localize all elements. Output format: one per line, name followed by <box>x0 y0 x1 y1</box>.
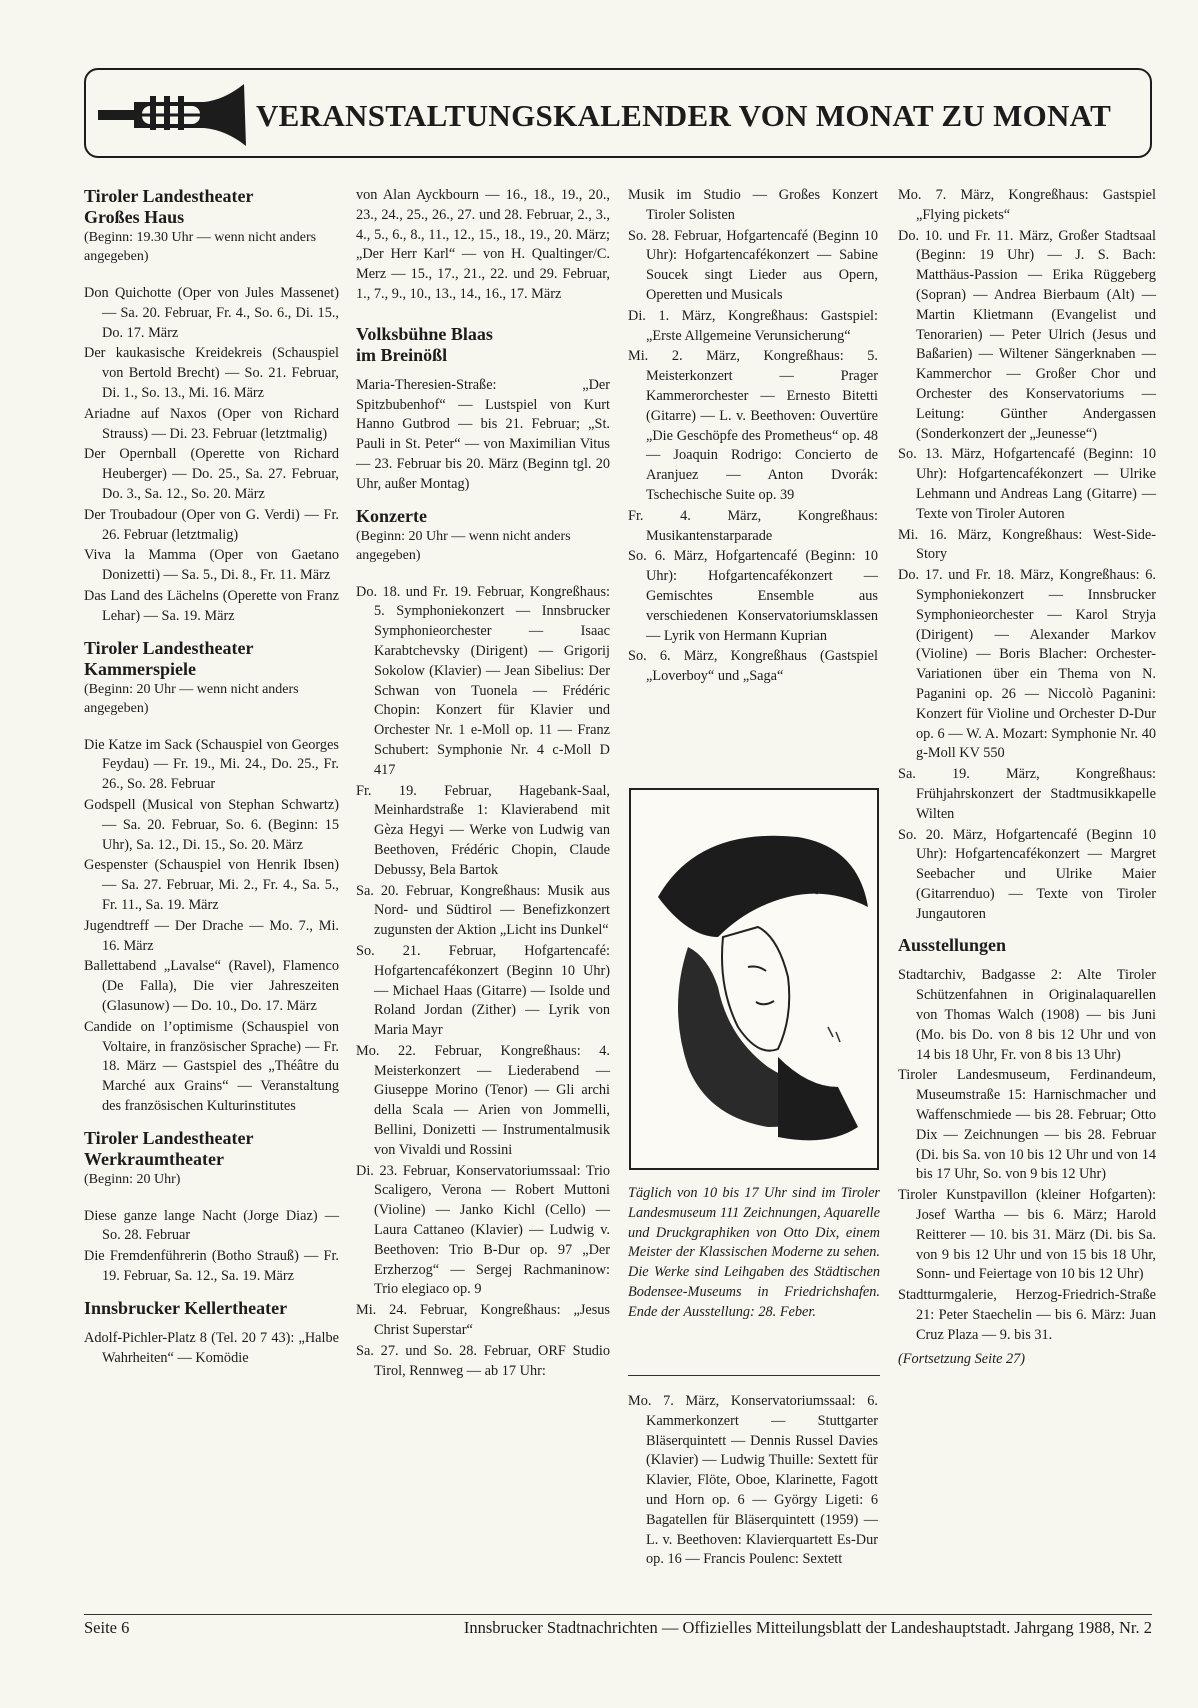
section-title: Großes Haus <box>84 207 185 227</box>
section-note: (Beginn: 20 Uhr — wenn nicht anders angegeben) <box>356 528 571 563</box>
list-item: Der Opernball (Operette von Richard Heuberger) — Do. 25., Sa. 27. Februar, Do. 3., Sa. 12., So. 20. März <box>84 446 339 502</box>
section-title: Kammerspiele <box>84 658 196 679</box>
list-item: Mo. 7. März, Konservatoriumssaal: 6. Kammerkonzert — Stuttgarter Bläserquintett — Dennis Russel Davies (Klavier) — Ludwig Thuille: Sextett für Klavier, Flöte, Oboe, Klarinette, Fagott und Horn op. 6 — György Ligeti: 6 Bagatellen für Bläserquintett (1959) — L. v. Beethoven: Klavierquartett Es-Dur op. 16 — Francis Poulenc: Sextett <box>628 1393 878 1568</box>
list-item: Di. 1. März, Kongreßhaus: Gastspiel: „Erste Allgemeine Verunsicherung“ <box>628 307 878 344</box>
section-title: Innsbrucker Kellertheater <box>84 1297 288 1318</box>
list-item: Ariadne auf Naxos (Oper von Richard Strauss) — Di. 23. Februar (letztmalig) <box>84 405 339 442</box>
list-item: Mi. 24. Februar, Kongreßhaus: „Jesus Christ Superstar“ <box>356 1302 610 1339</box>
list-item: So. 21. Februar, Hofgartencafé: Hofgartencafékonzert (Beginn 10 Uhr) — Michael Haas (Gitarre) — Isolde und Roland Jordan (Zither) — Lyrik von Maria Mayr <box>356 942 610 1039</box>
divider <box>628 1375 880 1376</box>
list-item: Fr. 19. Februar, Hagebank-Saal, Meinhardstraße 1: Klavierabend mit Gèza Hegyi — Werke von Ludwig van Beethoven, Frédéric Chopin, Claude Debussy, Bela Bartok <box>356 782 610 878</box>
list-item: Die Katze im Sack (Schauspiel von Georges Feydau) — Fr. 19., Mi. 24., Do. 25., Fr. 26., So. 28. Februar <box>84 736 339 793</box>
list-item: Adolf-Pichler-Platz 8 (Tel. 20 7 43): „Halbe Wahrheiten“ — Komödie <box>84 1329 339 1366</box>
section-note: (Beginn: 20 Uhr) <box>84 1171 181 1187</box>
header-banner <box>84 68 1152 158</box>
list-item: Sa. 19. März, Kongreßhaus: Frühjahrskonzert der Stadtmusikkapelle Wilten <box>898 766 1156 822</box>
list-item: Di. 23. Februar, Konservatoriumssaal: Trio Scaligero, Verona — Robert Muttoni (Violine) — Janko Kichl (Cello) — Laura Cattaneo (Klavier) — Ludwig v. Beethoven: Trio B-Dur op. 97 „Der Erzherzog“ — Sergej Rachmaninow: Trio elegiaco op. 9 <box>356 1162 610 1298</box>
footer-divider <box>84 1614 1152 1615</box>
list-item: Maria-Theresien-Straße: „Der Spitzbubenhof“ — Lustspiel von Kurt Hanno Gutbrod — bis 21. Februar; „St. Pauli in St. Peter“ — von Maximilian Vitus — 23. Februar bis 20. März (Beginn tgl. 20 Uhr, außer Montag) <box>356 376 610 492</box>
list-item: Do. 18. und Fr. 19. Februar, Kongreßhaus: 5. Symphoniekonzert — Innsbrucker Symphonieorchester — Isaac Karabtchevsky (Dirigent) — Grigorij Sokolow (Klavier) — Jean Sibelius: Der Schwan von Tuonela — Frédéric Chopin: Konzert für Klavier und Orchester Nr. 1 e-Moll op. 11 — Franz Schubert: Symphonie Nr. 4 c-Moll D 417 <box>356 583 610 778</box>
page-number: Seite 6 <box>84 1618 130 1637</box>
column-3-bottom <box>628 1392 878 1571</box>
section-title: im Breinößl <box>356 344 448 365</box>
column-1 <box>84 186 339 1369</box>
section-title: Tiroler Landestheater <box>84 637 254 658</box>
list-item: Sa. 27. und So. 28. Februar, ORF Studio Tirol, Rennweg — ab 17 Uhr: <box>356 1342 610 1379</box>
caption-block <box>628 1184 880 1323</box>
trumpet-icon <box>94 80 254 150</box>
list-item: Jugendtreff — Der Drache — Mo. 7., Mi. 16. März <box>84 917 339 954</box>
section-title: Konzerte <box>356 505 427 526</box>
list-item: Mi. 2. März, Kongreßhaus: 5. Meisterkonzert — Prager Kammerorchester — Ernesto Bitetti (Gitarre) — L. v. Beethoven: Ouvertüre „Die Geschöpfe des Prometheus“ op. 48 — Joaquin Rodrigo: Concierto de Aranjuez — Anton Dvorák: Tschechische Suite op. 39 <box>628 348 878 503</box>
section-title: Volksbühne Blaas <box>356 323 493 344</box>
list-item: Godspell (Musical von Stephan Schwartz) — Sa. 20. Februar, So. 6. (Beginn: 15 Uhr), Sa. 12., Di. 15., So. 20. März <box>84 796 339 853</box>
list-item: Die Fremdenführerin (Botho Strauß) — Fr. 19. Februar, Sa. 12., Sa. 19. März <box>84 1248 339 1285</box>
list-item: Der kaukasische Kreidekreis (Schauspiel von Bertold Brecht) — So. 21. Februar, Di. 1., So. 13., Mi. 16. März <box>84 345 339 401</box>
list-item: So. 28. Februar, Hofgartencafé (Beginn 10 Uhr): Hofgartencafékonzert — Sabine Soucek singt Lieder aus Opern, Operetten und Musicals <box>628 227 878 303</box>
list-item: Tiroler Landesmuseum, Ferdinandeum, Museumstraße 15: Harnischmacher und Waffenschmiede — bis 28. Februar; Otto Dix — Zeichnungen — bis 28. Februar (Di. bis Sa. von 10 bis 12 Uhr und von 14 bis 17 Uhr, So. von 9 bis 12 Uhr) <box>898 1067 1156 1183</box>
list-item: Do. 17. und Fr. 18. März, Kongreßhaus: 6. Symphoniekonzert — Innsbrucker Symphonieorchester — Karol Stryja (Dirigent) — Alexander Markov (Violine) — Boris Blacher: Orchester-Variationen über ein Thema von N. Paganini op. 26 — Niccolò Paganini: Konzert für Violine und Orchester D-Dur op. 6 — W. A. Mozart: Symphonie Nr. 40 g-Moll KV 550 <box>898 567 1156 762</box>
section-title: Werkraumtheater <box>84 1148 224 1169</box>
list-item: Mi. 16. März, Kongreßhaus: West-Side-Story <box>898 526 1156 563</box>
list-item: Ballettabend „Lavalse“ (Ravel), Flamenco (De Falla), Die vier Jahreszeiten (Glasunow) — Do. 10., Do. 17. März <box>84 958 339 1014</box>
list-item: Fr. 4. März, Kongreßhaus: Musikantenstarparade <box>628 507 878 544</box>
list-item: Mo. 22. Februar, Kongreßhaus: 4. Meisterkonzert — Liederabend — Giuseppe Morino (Tenor) — Gli archi della Scala — Arien von Jommelli, Bellini, Donizetti — Instrumentalmusik von Vivaldi und Rossini <box>356 1042 610 1158</box>
section-title: Tiroler Landestheater <box>84 1127 254 1148</box>
list-item: Do. 10. und Fr. 11. März, Großer Stadtsaal (Beginn: 19 Uhr) — J. S. Bach: Matthäus-Passion — Erika Rüggeberg (Sopran) — Andrea Bierbaum (Alt) — Martin Klietmann (Evangelist und Tenorarien) — Peter Ulrich (Jesus und Baßarien) — Wiltener Sängerknaben — Kammerchor — Großer Chor und Orchester des Konservatoriums — Leitung: Günther Andergassen (Sonderkonzert der „Jeunesse“) <box>898 227 1156 442</box>
section-title: Ausstellungen <box>898 935 1007 956</box>
list-item: Diese ganze lange Nacht (Jorge Diaz) — So. 28. Februar <box>84 1207 339 1244</box>
column-4 <box>898 186 1156 1369</box>
list-item: Musik im Studio — Großes Konzert Tiroler Solisten <box>628 187 878 223</box>
list-item: So. 20. März, Hofgartencafé (Beginn 10 Uhr): Hofgartencafékonzert — Margret Seebacher und Ulrike Maier (Gitarrenduo) — Texte von Tiroler Jungautoren <box>898 826 1156 922</box>
list-item: Das Land des Lächelns (Operette von Franz Lehar) — Sa. 19. März <box>84 587 339 624</box>
list-item: So. 6. März, Hofgartencafé (Beginn: 10 Uhr): Hofgartencafékonzert — Gemischtes Ensemble aus verschiedenen Konservatoriumsklassen — Lyrik von Hermann Kuprian <box>628 548 878 644</box>
list-item: So. 13. März, Hofgartencafé (Beginn: 10 Uhr): Hofgartencafékonzert — Ulrike Lehmann und Andreas Lang (Gitarre) — Texte von Tiroler Autoren <box>898 446 1156 522</box>
page-title: VERANSTALTUNGSKALENDER VON MONAT ZU MONAT <box>256 98 1112 133</box>
list-item: Tiroler Kunstpavillon (kleiner Hofgarten): Josef Wartha — bis 6. März; Harold Reitterer — 10. bis 31. März (Di. bis Sa. von 9 bis 12 Uhr und von 15 bis 18 Uhr, Sonn- und Feiertage von 10 bis 12 Uhr) <box>898 1187 1156 1283</box>
list-item: So. 6. März, Kongreßhaus (Gastspiel „Loverboy“ und „Saga“ <box>628 648 878 685</box>
list-item: Mo. 7. März, Kongreßhaus: Gastspiel „Flying pickets“ <box>898 187 1156 223</box>
portrait-illustration <box>628 787 880 1171</box>
list-item: Stadtarchiv, Badgasse 2: Alte Tiroler Schützenfahnen in Originalaquarellen von Thomas Walch (1908) — bis Juni (Mo. bis Do. von 8 bis 12 Uhr und von 14 bis 18 Uhr, Fr. von 8 bis 13 Uhr) <box>898 967 1156 1063</box>
list-item: Viva la Mamma (Oper von Gaetano Donizetti) — Sa. 5., Di. 8., Fr. 11. März <box>84 547 339 584</box>
list-item: Sa. 20. Februar, Kongreßhaus: Musik aus Nord- und Südtirol — Benefizkonzert zugunsten der Aktion „Licht ins Dunkel“ <box>356 882 610 939</box>
column-3 <box>628 186 878 688</box>
continuation-note: (Fortsetzung Seite 27) <box>898 1350 1026 1367</box>
list-item: Stadtturmgalerie, Herzog-Friedrich-Straße 21: Peter Staechelin — bis 6. März: Juan Cruz Plaza — 9. bis 31. <box>898 1287 1156 1343</box>
section-title: Tiroler Landestheater <box>84 186 254 206</box>
continued-text: von Alan Ayckbourn — 16., 18., 19., 20., 23., 24., 25., 26., 27. und 28. Februar, 2., 3., 4., 5., 6., 8., 11., 12., 15., 18., 19., 20. März; „Der Herr Karl“ — von H. Qualtinger/C. Merz — 15., 17., 21., 22. und 29. Februar, 1., 7., 9., 10., 13., 14., 16., 17. März <box>356 187 610 302</box>
list-item: Der Troubadour (Oper von G. Verdi) — Fr. 26. Februar (letztmalig) <box>84 506 339 543</box>
list-item: Gespenster (Schauspiel von Henrik Ibsen) — Sa. 27. Februar, Mi. 2., Fr. 4., Sa. 5., Fr. 11., Sa. 19. März <box>84 857 339 913</box>
column-2 <box>356 186 610 1382</box>
section-note: (Beginn: 19.30 Uhr — wenn nicht anders angegeben) <box>84 230 317 264</box>
illustration-caption: Täglich von 10 bis 17 Uhr sind im Tiroler Landesmuseum 111 Zeichnungen, Aquarelle und Druckgraphiken von Otto Dix, einem Meister der Klassischen Moderne zu sehen. Die Werke sind Leihgaben des Städtischen Bodensee-Museums in Friedrichshafen. Ende der Ausstellung: 28. Feber. <box>628 1185 880 1320</box>
publication-line: Innsbrucker Stadtnachrichten — Offizielles Mitteilungsblatt der Landeshauptstadt. Jahrgang 1988, Nr. 2 <box>463 1618 1152 1637</box>
section-note: (Beginn: 20 Uhr — wenn nicht anders angegeben) <box>84 681 299 716</box>
list-item: Candide on l’optimisme (Schauspiel von Voltaire, in französischer Sprache) — Fr. 18. März — Gastspiel des „Théâtre du Marché aux Grains“ — Veranstaltung des französischen Kulturinstitutes <box>84 1018 339 1114</box>
list-item: Don Quichotte (Oper von Jules Massenet) — Sa. 20. Februar, Fr. 4., So. 6., Di. 15., Do. 17. März <box>84 285 339 341</box>
